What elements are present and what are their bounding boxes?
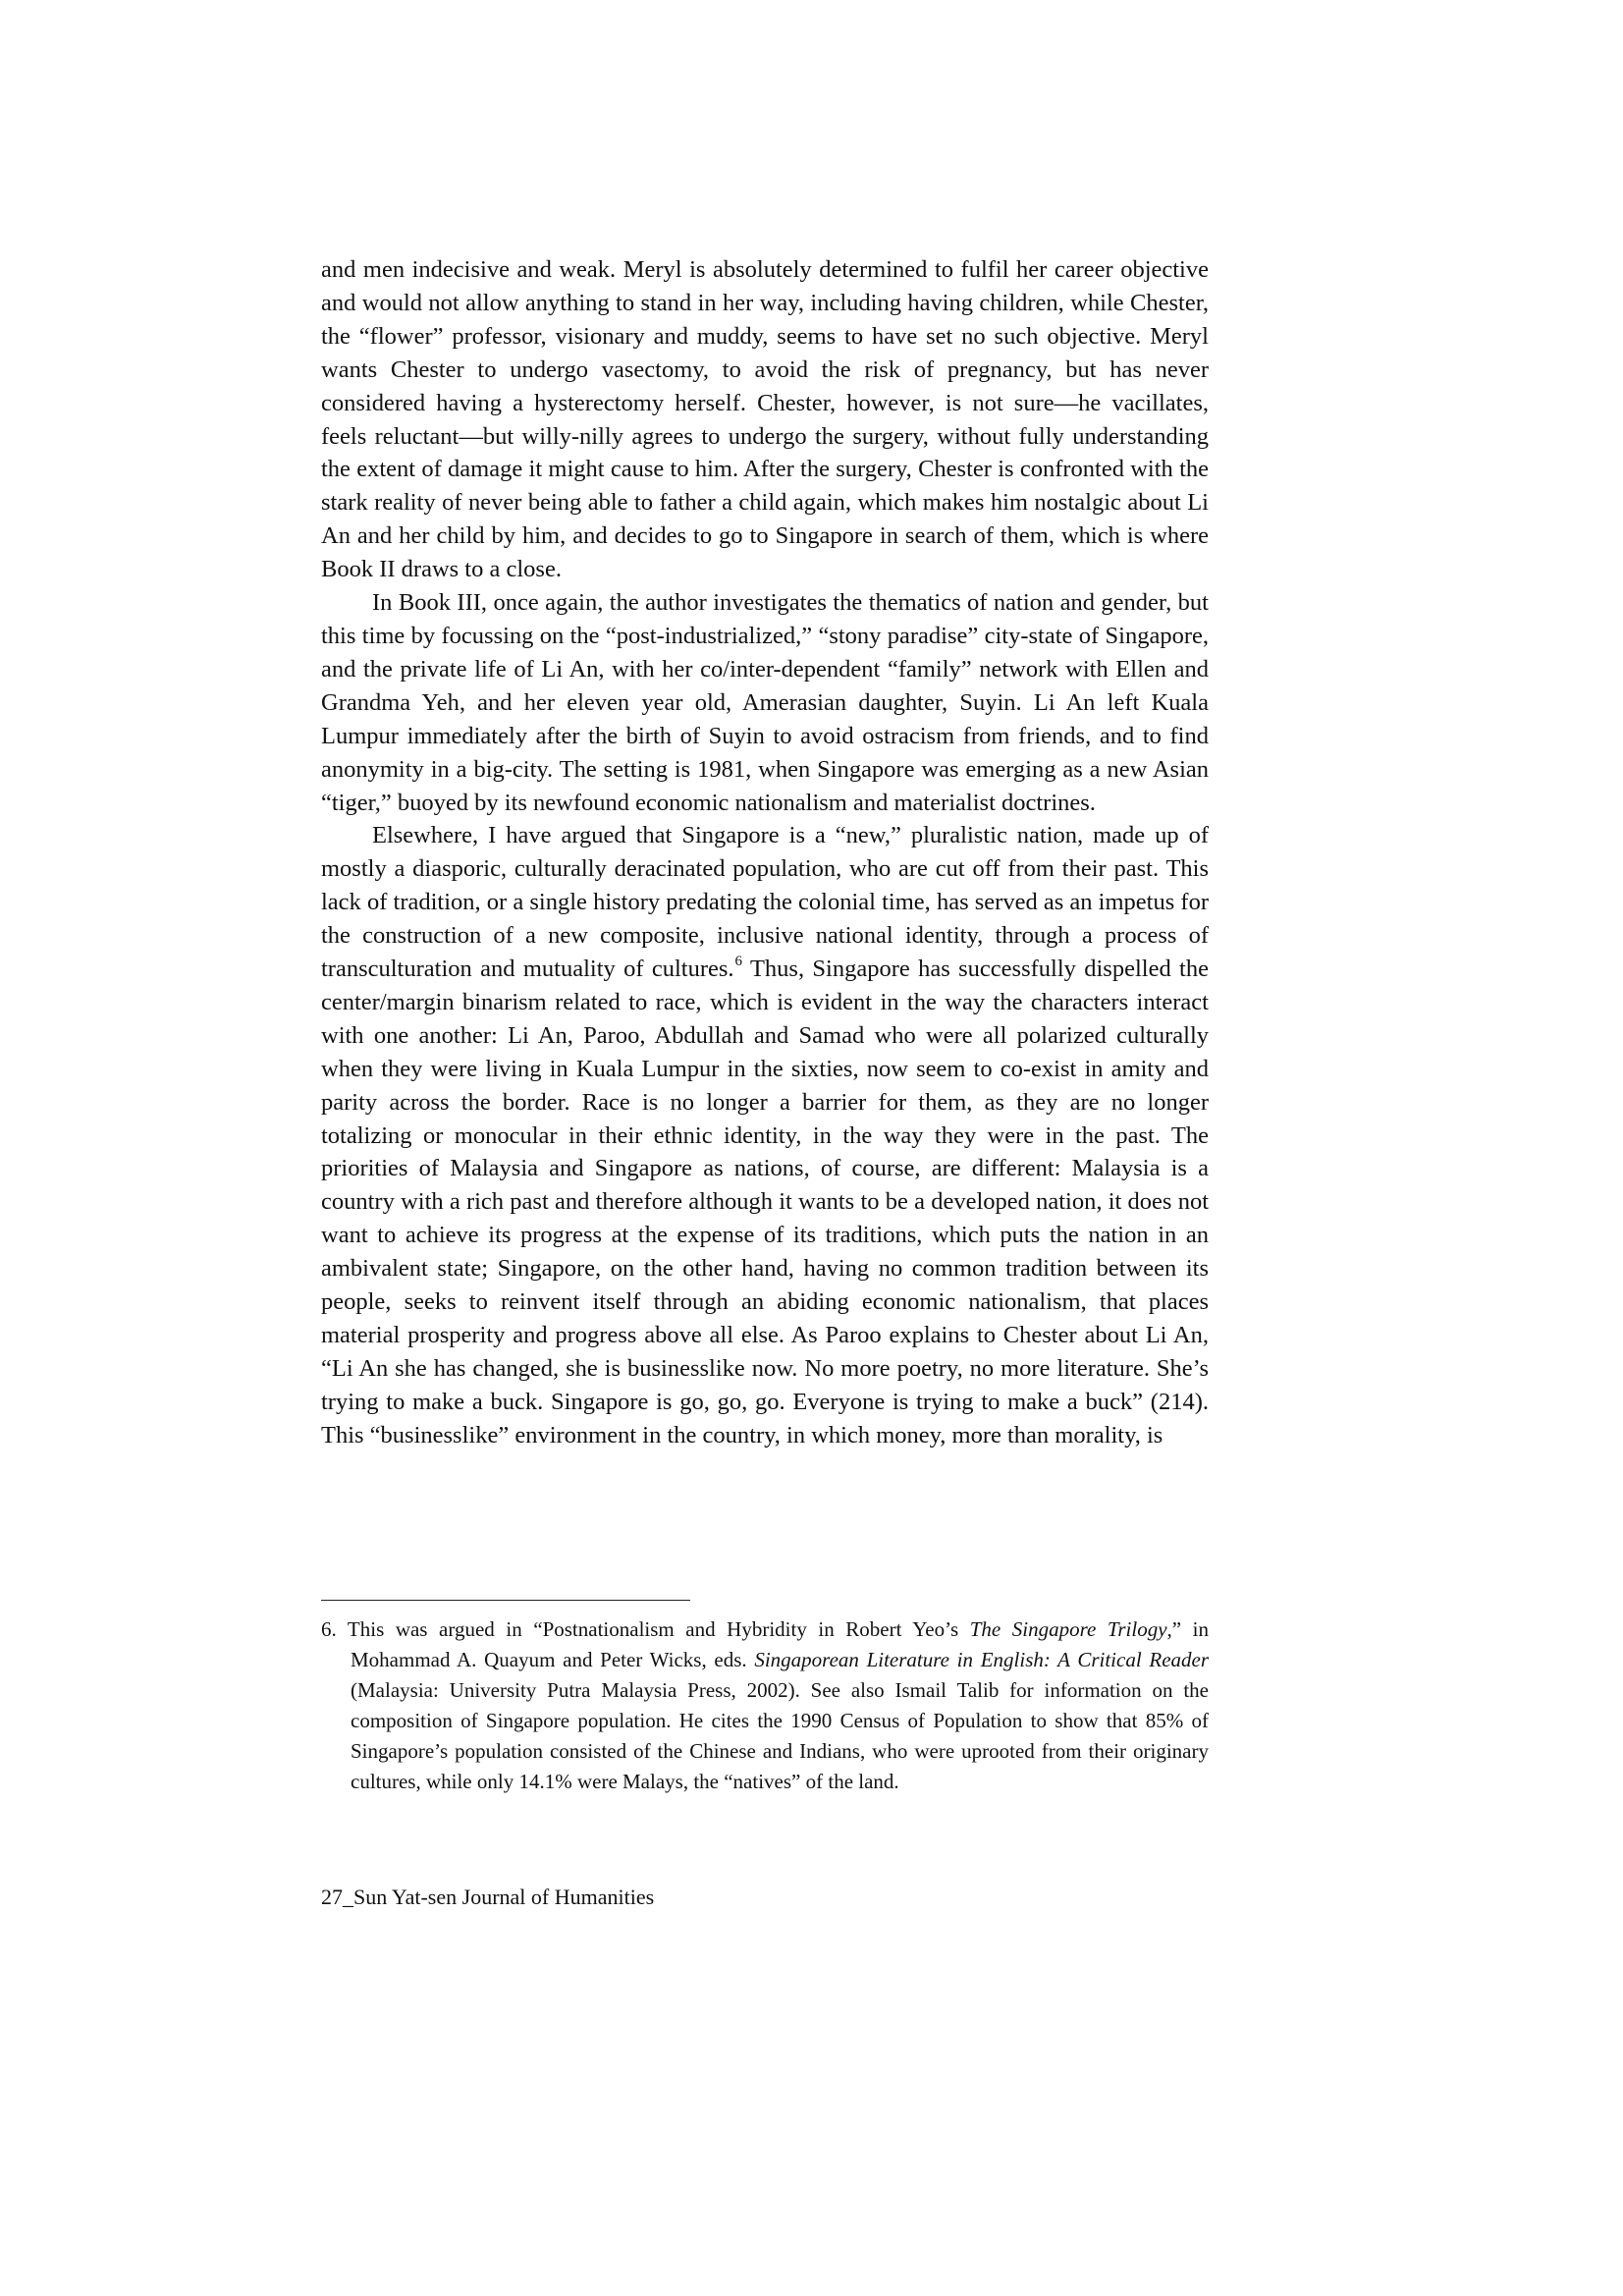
footnote-text-segment: ,” in Mohammad A. Quayum and Peter Wicks, eds. — [351, 1617, 1210, 1671]
footnote-divider — [321, 1600, 690, 1601]
paragraph-3-text-b: Thus, Singapore has successfully dispelled the center/margin binarism related to race, which is evident in the way the characters interact with one another: Li An, Paroo, Abdullah and Samad who were all polarized culturally when they were living in Kuala Lumpur in the sixties, now seem to co-exist in amity and parity across the border. Race is no longer a barrier for them, as they are no longer totalizing or monocular in their ethnic identity, in the way they were in the past. The priorities of Malaysia and Singapore as nations, of course, are different: Malaysia is a country with a rich past and therefore although it wants to be a developed nation, it does not want to achieve its progress at the expense of its traditions, which puts the nation in an ambivalent state; Singapore, on the other hand, having no common tradition between its people, seeks to reinvent itself through an abiding economic nationalism, that places material prosperity and progress above all else. As Paroo explains to Chester about Li An, “Li An she has changed, she is businesslike now. No more poetry, no more literature. She’s trying to make a buck. Singapore is go, go, go. Everyone is trying to make a buck” (214). This “businesslike” environment in the country, in which money, more than morality, is — [321, 956, 1209, 1449]
body-text — [321, 253, 1209, 1452]
footnote-6-text — [321, 1614, 1209, 1796]
paragraph-2: In Book III, once again, the author investigates the thematics of nation and gender, but this time by focussing on the “post-industrialized,” “stony paradise” city-state of Singapore, and the private life of Li An, with her co/inter-dependent “family” network with Ellen and Grandma Yeh, and her eleven year old, Amerasian daughter, Suyin. Li An left Kuala Lumpur immediately after the birth of Suyin to avoid ostracism from friends, and to find anonymity in a big-city. The setting is 1981, when Singapore was emerging as a new Asian “tiger,” buoyed by its newfound economic nationalism and materialist doctrines. — [321, 589, 1209, 816]
footnote-reference-6[interactable]: 6 — [734, 953, 743, 969]
paragraph-3 — [321, 819, 1209, 1451]
footnote-text-segment: (Malaysia: University Putra Malaysia Press, 2002). See also Ismail Talib for information on the composition of Singapore population. He cites the 1990 Census of Population to show that 85% of Singapore’s population consisted of the Chinese and Indians, who were uprooted from their originary cultures, while only 14.1% were Malays, the “natives” of the land. — [351, 1677, 1209, 1793]
footnote-title-singaporean-literature: Singaporean Literature in English: A Critical Reader — [754, 1647, 1210, 1671]
running-footer: 27_Sun Yat-sen Journal of Humanities — [321, 1885, 655, 1909]
footnote-6 — [321, 1614, 1209, 1796]
footnote-text-segment: This was argued in “Postnationalism and Hybridity in Robert Yeo’s — [336, 1617, 970, 1641]
footnote-title-singapore-trilogy: The Singapore Trilogy — [969, 1617, 1167, 1641]
footnote-number: 6. — [321, 1617, 337, 1641]
paragraph-3-text-a: Elsewhere, I have argued that Singapore is a “new,” pluralistic nation, made up of mostly a diasporic, culturally deracinated population, who are cut off from their past. This lack of tradition, or a single history predating the colonial time, has served as an impetus for the construction of a new composite, inclusive national identity, through a process of transculturation and mutuality of cultures. — [321, 822, 1209, 983]
paragraph-1: and men indecisive and weak. Meryl is absolutely determined to fulfil her career objective and would not allow anything to stand in her way, including having children, while Chester, the “flower” professor, visionary and muddy, seems to have set no such objective. Meryl wants Chester to undergo vasectomy, to avoid the risk of pregnancy, but has never considered having a hysterectomy herself. Chester, however, is not sure—he vacillates, feels reluctant—but willy-nilly agrees to undergo the surgery, without fully understanding the extent of damage it might cause to him. After the surgery, Chester is confronted with the stark reality of never being able to father a child again, which makes him nostalgic about Li An and her child by him, and decides to go to Singapore in search of them, which is where Book II draws to a close. — [321, 256, 1209, 583]
